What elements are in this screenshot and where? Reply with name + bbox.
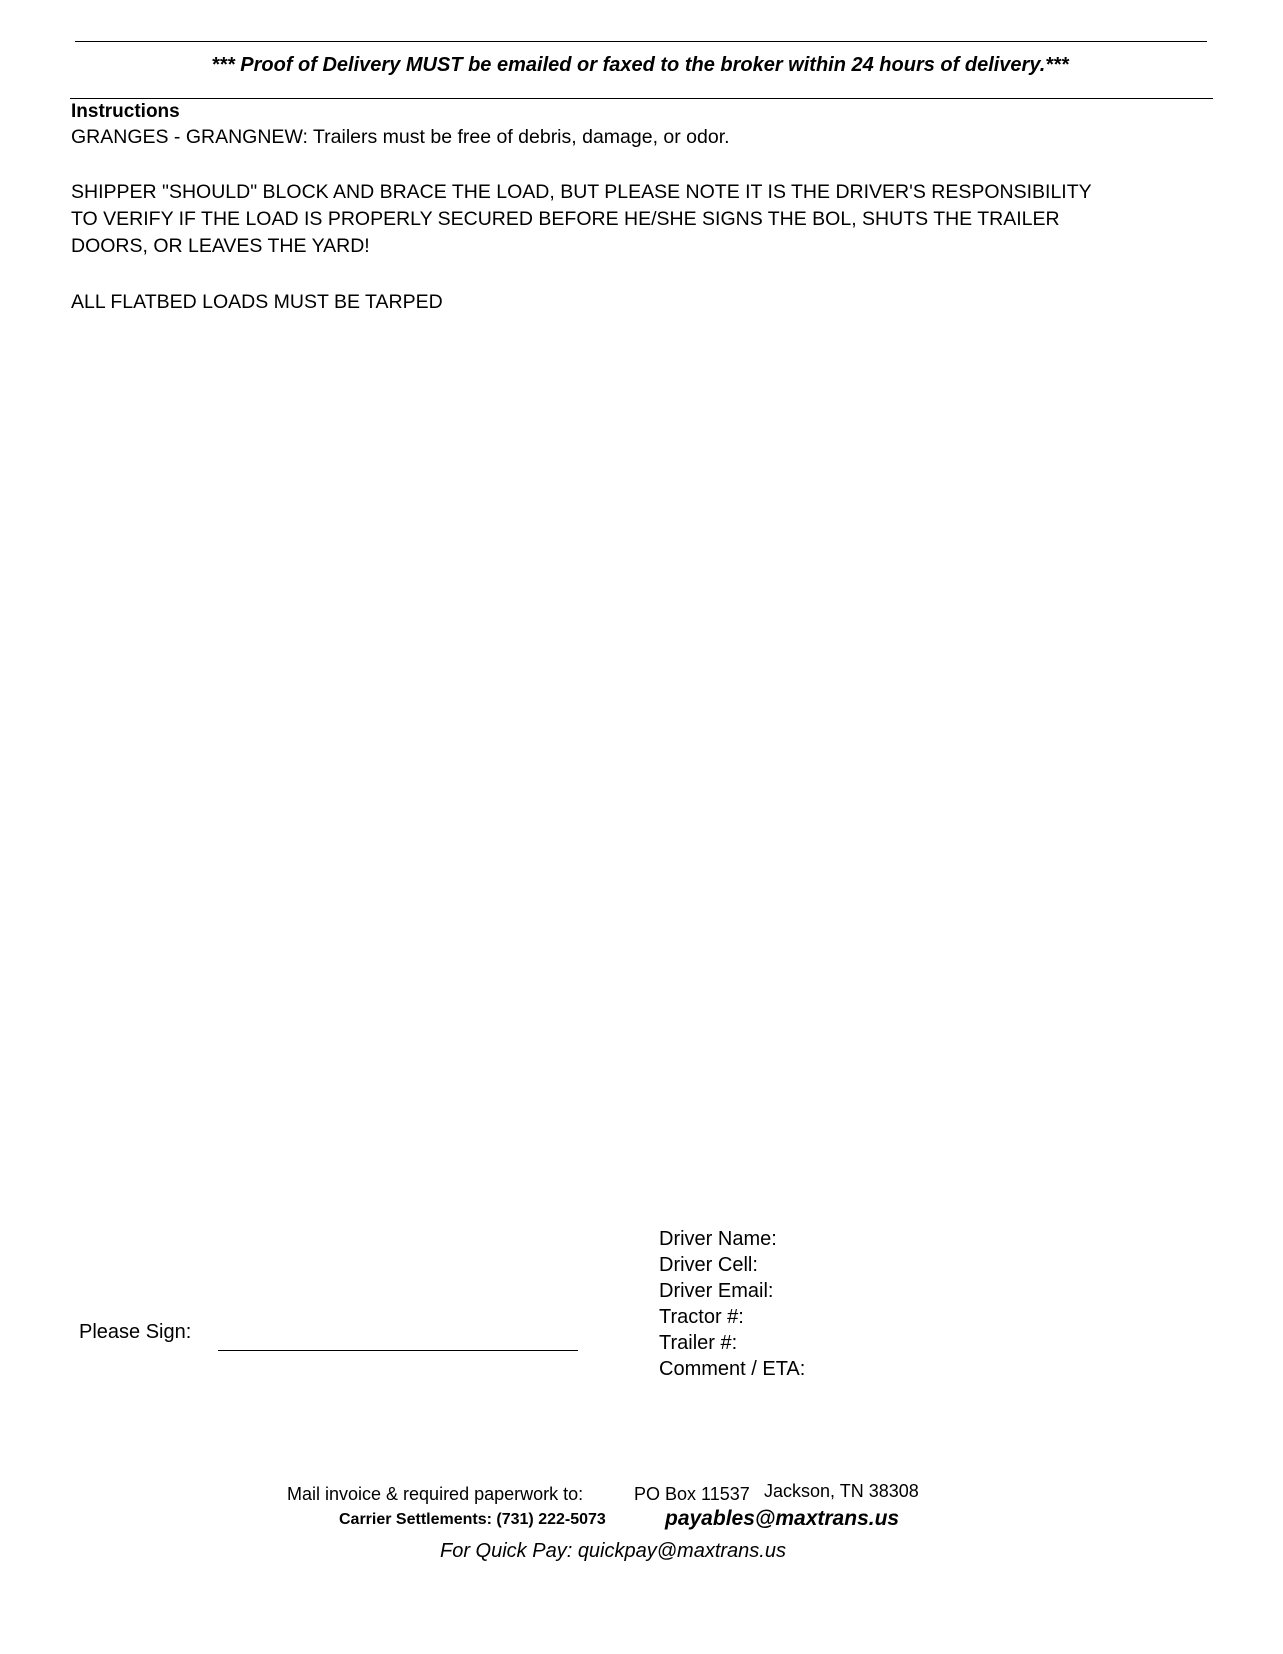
po-box: PO Box 11537: [634, 1484, 750, 1504]
carrier-settlements-phone: Carrier Settlements: (731) 222-5073: [339, 1511, 606, 1528]
top-divider: [75, 41, 1207, 42]
driver-name-field: Driver Name:: [659, 1228, 777, 1250]
notice-divider: [70, 98, 1213, 99]
driver-info-list: [659, 1226, 805, 1382]
signature-line[interactable]: [218, 1350, 578, 1351]
city-state-zip: Jackson, TN 38308: [764, 1481, 919, 1501]
instructions-title: Instructions: [71, 101, 180, 122]
instruction-line-granges: GRANGES - GRANGNEW: Trailers must be free of debris, damage, or odor.: [71, 126, 730, 148]
driver-cell-field: Driver Cell:: [659, 1254, 758, 1276]
instruction-line-shipper-2: TO VERIFY IF THE LOAD IS PROPERLY SECURED BEFORE HE/SHE SIGNS THE BOL, SHUTS THE TRAILER: [71, 208, 1060, 230]
driver-email-field: Driver Email:: [659, 1280, 774, 1302]
payables-email[interactable]: payables@maxtrans.us: [665, 1507, 900, 1530]
comment-eta-field: Comment / ETA:: [659, 1358, 806, 1380]
instruction-line-shipper-1: SHIPPER "SHOULD" BLOCK AND BRACE THE LOAD, BUT PLEASE NOTE IT IS THE DRIVER'S RESPONSIBILITY: [71, 181, 1092, 203]
mail-invoice-label: Mail invoice & required paperwork to:: [287, 1484, 584, 1504]
instruction-line-shipper-3: DOORS, OR LEAVES THE YARD!: [71, 235, 370, 257]
trailer-number-field: Trailer #:: [659, 1332, 738, 1354]
signature-label: Please Sign:: [79, 1321, 192, 1343]
quick-pay-email[interactable]: For Quick Pay: quickpay@maxtrans.us: [440, 1540, 786, 1562]
proof-of-delivery-notice: *** Proof of Delivery MUST be emailed or faxed to the broker within 24 hours of delivery.***: [211, 54, 1069, 76]
tractor-number-field: Tractor #:: [659, 1306, 744, 1328]
instruction-line-flatbed: ALL FLATBED LOADS MUST BE TARPED: [71, 291, 443, 313]
